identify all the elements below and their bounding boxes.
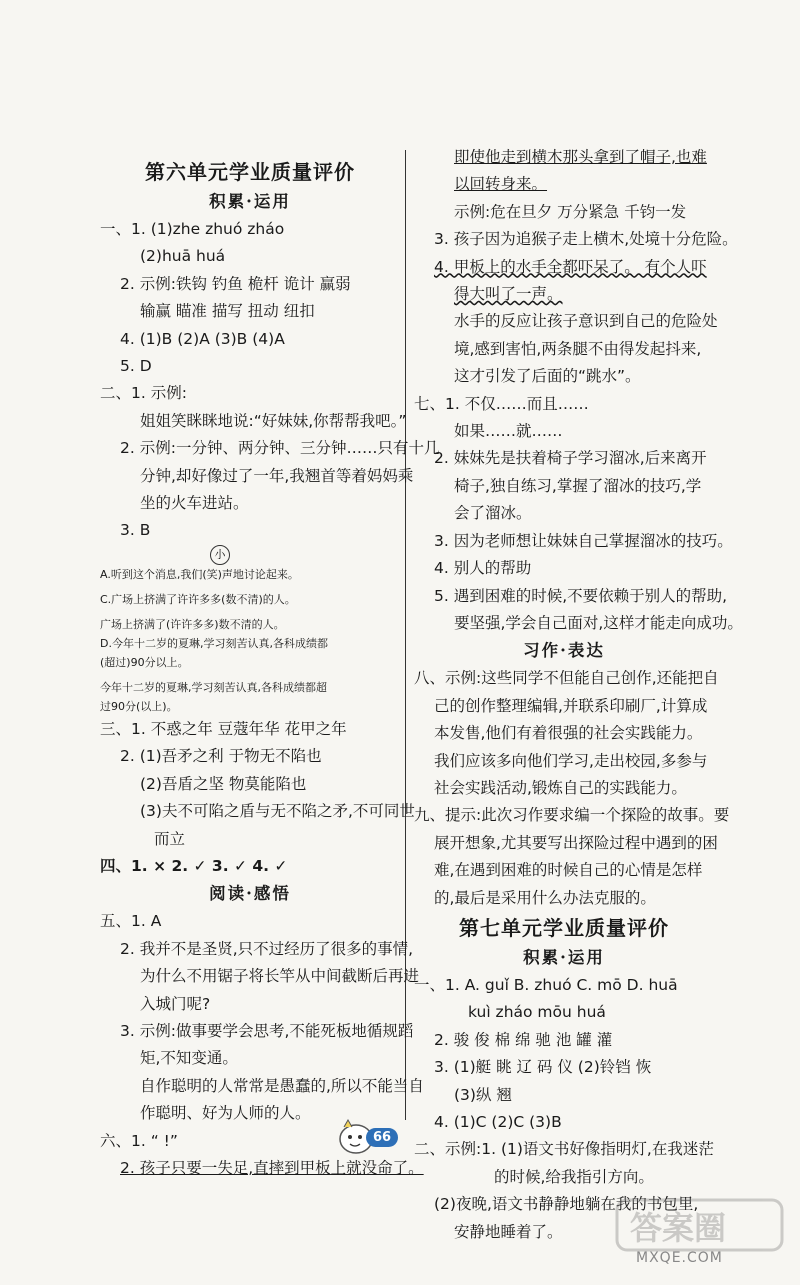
correction-sentence: 今年十二岁的夏琳,学习刻苦认真,各科成绩都超 (100, 680, 327, 694)
correction-sentence: (超过)90分以上。 (100, 655, 189, 669)
answer-line: 而立 (154, 829, 186, 848)
watermark-url: MXQE.COM (636, 1250, 723, 1266)
correction-sentence: A.听到这个消息,我们(笑)声地讨论起来。 (100, 567, 299, 581)
answer-line: (3)纵 翘 (454, 1085, 512, 1104)
answer-line: 这才引发了后面的“跳水”。 (454, 367, 641, 386)
answer-line: 3. 因为老师想让妹妹自己掌握溜冰的技巧。 (434, 531, 733, 550)
answer-line: 入城门呢? (140, 994, 211, 1013)
answer-line: 2. 骏 俊 棉 绵 驰 池 罐 灌 (434, 1030, 613, 1049)
answer-line: 的,最后是采用什么办法克服的。 (434, 888, 656, 907)
answer-line: 要坚强,学会自己面对,这样才能走向成功。 (454, 613, 743, 632)
answer-line: 2. 示例:铁钩 钓鱼 桅杆 诡计 赢弱 (120, 274, 351, 293)
section-heading-writing: 习作·表达 (523, 641, 605, 661)
answer-line: 境,感到害怕,两条腿不由得发起抖来, (454, 339, 702, 358)
answer-line: 七、1. 不仅……而且…… (414, 394, 589, 413)
correction-mark (100, 545, 400, 565)
answer-line: 六、1. “ !” (100, 1131, 178, 1150)
answer-line: 会了溜冰。 (454, 504, 532, 523)
answer-line: 5. D (120, 357, 152, 376)
answer-line: 五、1. A (100, 912, 162, 931)
answer-line: 5. 遇到困难的时候,不要依赖于别人的帮助, (434, 586, 728, 605)
svg-text:答案圈: 答案圈 (630, 1209, 727, 1247)
answer-line: (2)夜晚,语文书静静地躺在我的书包里, (434, 1195, 699, 1214)
answer-line: 展开想象,尤其要写出探险过程中遇到的困 (434, 833, 718, 852)
answer-line: 4. (1)C (2)C (3)B (434, 1113, 562, 1131)
answer-line: 示例:危在旦夕 万分紧急 千钧一发 (454, 202, 687, 221)
answer-line: 椅子,独自练习,掌握了溜冰的技巧,学 (454, 476, 702, 495)
section-heading-accumulate-2: 积累·运用 (523, 947, 605, 967)
section-heading-reading: 阅读·感悟 (209, 884, 291, 904)
answer-line: (2)吾盾之坚 物莫能陷也 (140, 774, 307, 793)
answer-line: 4. 别人的帮助 (434, 559, 532, 578)
answer-line: 自作聪明的人常常是愚蠢的,所以不能当自 (140, 1076, 424, 1095)
answer-line: 3. B (120, 521, 151, 540)
correction-sentence: C.广场上挤满了许许多多(数不清)的人。 (100, 592, 296, 606)
answer-line: 我们应该多向他们学习,走出校园,多参与 (434, 751, 708, 770)
answer-line: 难,在遇到困难的时候自己的心情是怎样 (434, 861, 703, 880)
answer-line: 坐的火车进站。 (140, 494, 249, 513)
answer-line: 姐姐笑眯眯地说:“好妹妹,你帮帮我吧。” (140, 411, 407, 430)
answer-line: 水手的反应让孩子意识到自己的危险处 (454, 312, 718, 331)
answer-line: 四、1. × 2. ✓ 3. ✓ 4. ✓ (100, 856, 288, 875)
answer-line: (2)huā huá (140, 247, 226, 266)
answer-line: 2. 妹妹先是扶着椅子学习溜冰,后来离开 (434, 449, 707, 468)
correction-sentence: 广场上挤满了(许许多多)数不清的人。 (100, 617, 285, 631)
section-heading-accumulate: 积累·运用 (209, 192, 291, 211)
answer-line: 分钟,却好像过了一年,我翘首等着妈妈乘 (140, 466, 414, 485)
answer-line: 作聪明、好为人师的人。 (140, 1104, 311, 1123)
answer-line: 九、提示:此次习作要求编一个探险的故事。要 (414, 806, 730, 825)
answer-line: 3. 孩子因为追猴子走上横木,处境十分危险。 (434, 230, 738, 249)
unit6-title: 第六单元学业质量评价 (145, 160, 355, 184)
answer-line: 矩,不知变通。 (140, 1049, 238, 1068)
answer-line: 3. 示例:做事要学会思考,不能死板地循规蹈 (120, 1021, 414, 1040)
answer-line: 即使他走到横木那头拿到了帽子,也难 (454, 148, 707, 166)
answer-line: 以回转身来。 (454, 175, 548, 194)
answer-line: 2. 我并不是圣贤,只不过经历了很多的事情, (120, 939, 414, 958)
answer-line: 一、1. A. guǐ B. zhuó C. mō D. huā (414, 975, 678, 994)
answer-line: 4. 甲板上的水手全都吓呆了。 有个人吓 (434, 257, 707, 276)
answer-line: 八、示例:这些同学不但能自己创作,还能把自 (414, 669, 719, 688)
answer-line: 为什么不用锯子将长竿从中间截断后再进 (140, 967, 420, 986)
answer-line: 社会实践活动,锻炼自己的实践能力。 (434, 778, 687, 797)
answer-line: 己的创作整理编辑,并联系印刷厂,计算成 (434, 696, 708, 715)
answer-line: 二、示例:1. (1)语文书好像指明灯,在我迷茫 (414, 1140, 714, 1159)
correction-sentence: D.今年十二岁的夏琳,学习刻苦认真,各科成绩都 (100, 636, 328, 650)
answer-line: 如果……就…… (454, 422, 563, 441)
page-number: 66 (366, 1128, 398, 1147)
right-column (414, 144, 743, 1246)
answer-line: 4. (1)B (2)A (3)B (4)A (120, 329, 285, 348)
unit7-title: 第七单元学业质量评价 (459, 915, 669, 940)
correction-circle: 小 (210, 545, 230, 565)
answer-line: 2. 示例:一分钟、两分钟、三分钟……只有十几 (120, 439, 440, 458)
answer-line: 3. (1)艇 眺 辽 码 仪 (2)铃铛 恢 (434, 1058, 652, 1077)
left-column (100, 156, 440, 1182)
correction-sentence: 过90分(以上)。 (100, 699, 178, 713)
answer-line: 二、1. 示例: (100, 384, 187, 403)
answer-line: 一、1. (1)zhe zhuó zháo (100, 220, 285, 238)
answer-line: 得大叫了一声。 (454, 285, 563, 304)
answer-line: 的时候,给我指引方向。 (494, 1167, 654, 1186)
answer-line: 安静地睡着了。 (454, 1222, 563, 1241)
answer-line: 三、1. 不惑之年 豆蔻年华 花甲之年 (100, 719, 347, 738)
answer-line: kuì zháo mōu huá (468, 1003, 606, 1022)
answer-line: 2. (1)吾矛之利 于物无不陷也 (120, 747, 322, 766)
answer-line: (3)夫不可陷之盾与无不陷之矛,不可同世 (140, 802, 415, 821)
answer-line: 输赢 瞄准 描写 扭动 纽扣 (140, 302, 315, 321)
answer-line: 2. 孩子只要一失足,直摔到甲板上就没命了。 (120, 1158, 424, 1177)
answer-line: 本发售,他们有着很强的社会实践能力。 (434, 724, 703, 743)
